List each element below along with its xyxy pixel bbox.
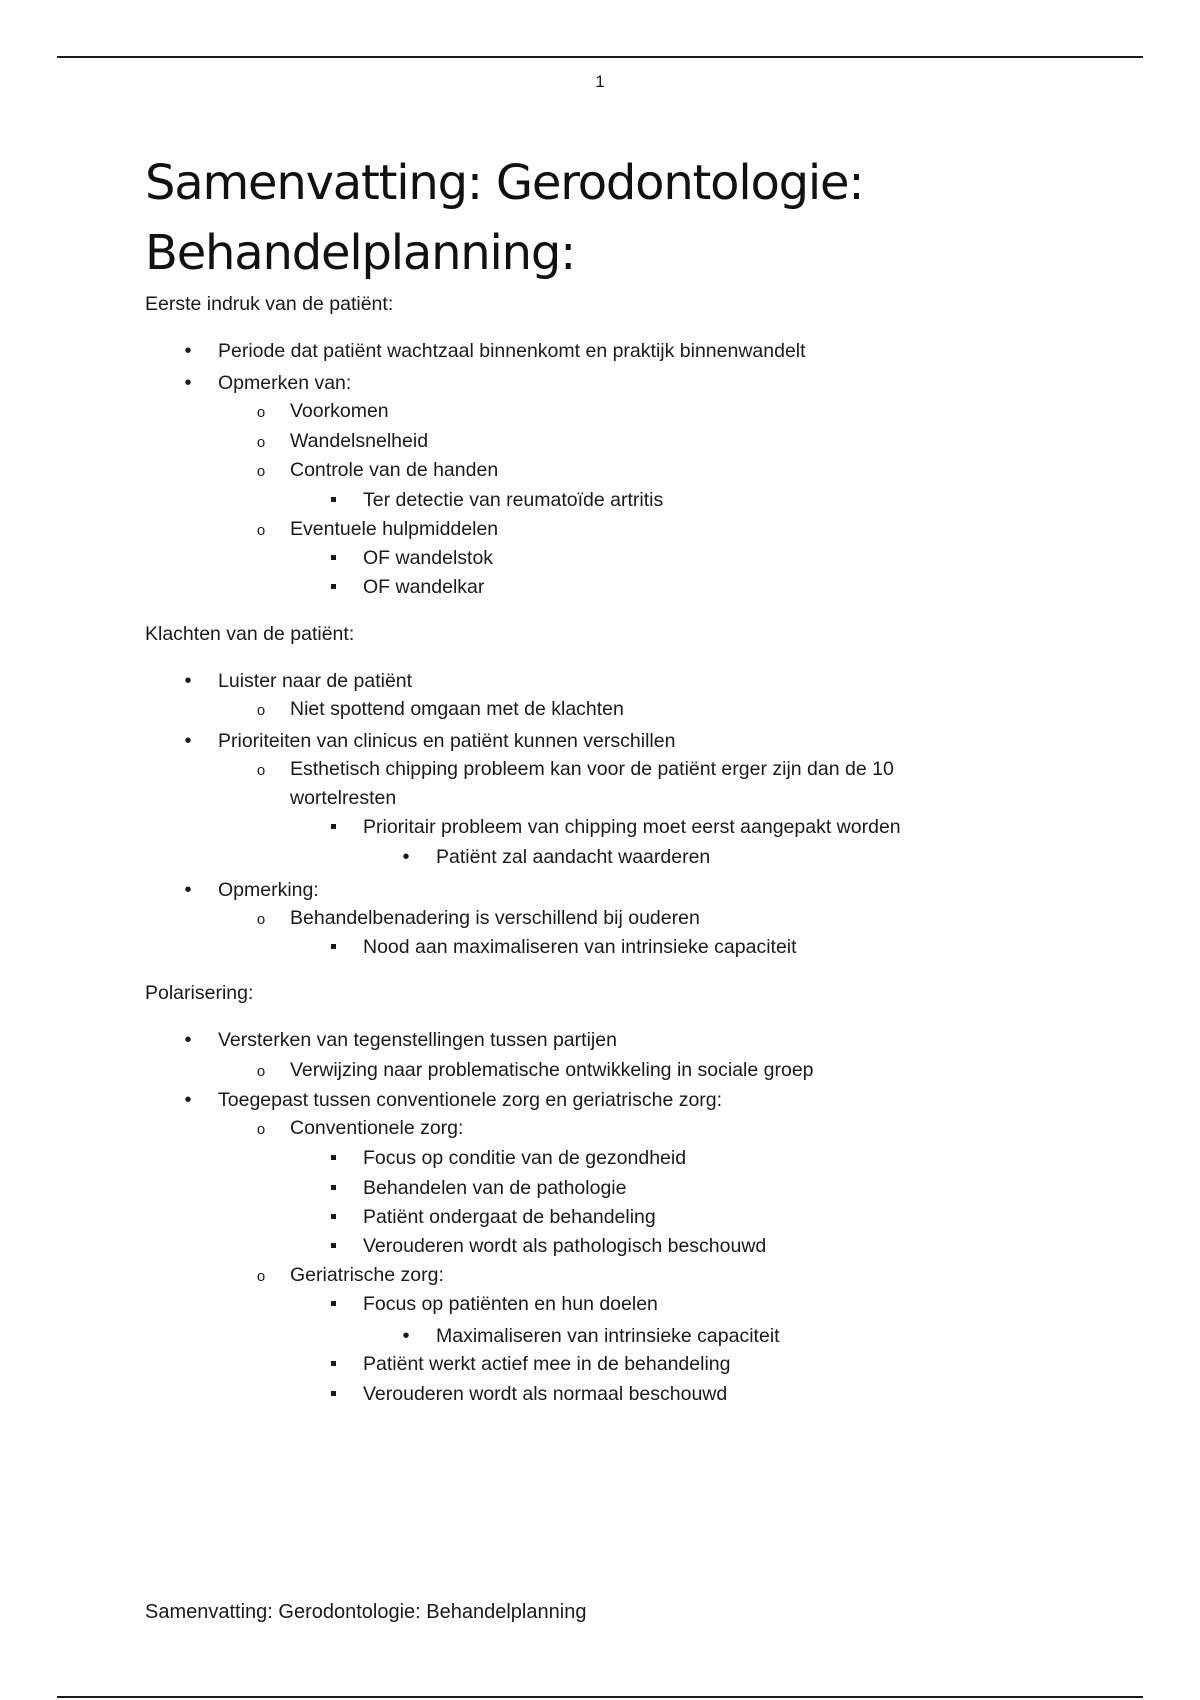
bullet-icon <box>323 1234 343 1258</box>
bullet-icon <box>251 1116 271 1142</box>
list-item: Ter detectie van reumatoïde artritis <box>363 489 664 511</box>
bullet-icon <box>251 906 271 932</box>
list-item: Voorkomen <box>290 400 389 422</box>
list-item: Controle van de handen <box>290 459 499 481</box>
bullet-icon <box>323 1292 343 1316</box>
bullet-icon <box>323 575 343 599</box>
list-item: Focus op patiënten en hun doelen <box>363 1293 658 1315</box>
page-number: 1 <box>595 72 605 91</box>
footer-rule <box>57 1696 1143 1698</box>
document-title: Samenvatting: Gerodontologie: Behandelplanning: <box>145 155 864 281</box>
bullet-icon <box>251 697 271 723</box>
list-item: Behandelen van de pathologie <box>363 1177 627 1199</box>
bullet-icon <box>251 1058 271 1084</box>
list-item: Esthetisch chipping probleem kan voor de patiënt erger zijn dan de 10 <box>290 758 894 780</box>
list-item: Prioritair probleem van chipping moet eerst aangepakt worden <box>363 816 901 838</box>
list-item: Conventionele zorg: <box>290 1117 464 1139</box>
list-item: Behandelbenadering is verschillend bij ouderen <box>290 907 700 929</box>
list-item: Maximaliseren van intrinsieke capaciteit <box>436 1325 780 1347</box>
bullet-icon <box>178 669 198 693</box>
bullet-icon <box>178 1088 198 1112</box>
bullet-icon <box>323 1352 343 1376</box>
bullet-icon <box>251 517 271 543</box>
bullet-icon <box>323 1205 343 1229</box>
list-item-continuation: wortelresten <box>290 787 397 809</box>
list-item: Verouderen wordt als pathologisch beschouwd <box>363 1235 767 1257</box>
list-item: Eventuele hulpmiddelen <box>290 518 499 540</box>
list-item: Periode dat patiënt wachtzaal binnenkomt en praktijk binnenwandelt <box>218 340 806 362</box>
bullet-icon <box>251 757 271 783</box>
list-item: Geriatrische zorg: <box>290 1264 444 1286</box>
list-item: Nood aan maximaliseren van intrinsieke capaciteit <box>363 936 797 958</box>
bullet-icon <box>178 371 198 395</box>
list-item: Prioriteiten van clinicus en patiënt kunnen verschillen <box>218 730 676 752</box>
bullet-icon <box>323 488 343 512</box>
header-rule <box>57 56 1143 58</box>
list-item: OF wandelkar <box>363 576 485 598</box>
list-item: Patiënt ondergaat de behandeling <box>363 1206 656 1228</box>
bullet-icon <box>396 1324 416 1348</box>
bullet-icon <box>251 429 271 455</box>
list-item: Toegepast tussen conventionele zorg en geriatrische zorg: <box>218 1089 723 1111</box>
page-footer: Samenvatting: Gerodontologie: Behandelplanning <box>145 1601 587 1623</box>
bullet-icon <box>178 339 198 363</box>
list-item: Verouderen wordt als normaal beschouwd <box>363 1383 728 1405</box>
list-item: OF wandelstok <box>363 547 494 569</box>
list-item: Versterken van tegenstellingen tussen partijen <box>218 1029 617 1051</box>
bullet-icon <box>178 1028 198 1052</box>
bullet-icon <box>323 546 343 570</box>
list-item: Opmerking: <box>218 879 319 901</box>
bullet-icon <box>251 1263 271 1289</box>
bullet-icon <box>323 1176 343 1200</box>
list-item: Luister naar de patiënt <box>218 670 413 692</box>
section-heading-polarisering: Polarisering: <box>145 982 254 1004</box>
bullet-icon <box>396 845 416 869</box>
list-item: Niet spottend omgaan met de klachten <box>290 698 624 720</box>
list-item: Wandelsnelheid <box>290 430 429 452</box>
section-heading-eerste-indruk: Eerste indruk van de patiënt: <box>145 293 394 315</box>
list-item: Verwijzing naar problematische ontwikkeling in sociale groep <box>290 1059 814 1081</box>
bullet-icon <box>251 458 271 484</box>
list-item: Opmerken van: <box>218 372 352 394</box>
bullet-icon <box>323 1382 343 1406</box>
list-item: Patiënt werkt actief mee in de behandeling <box>363 1353 731 1375</box>
list-item: Focus op conditie van de gezondheid <box>363 1147 687 1169</box>
bullet-icon <box>323 1146 343 1170</box>
bullet-icon <box>323 935 343 959</box>
bullet-icon <box>178 878 198 902</box>
bullet-icon <box>178 729 198 753</box>
list-item: Patiënt zal aandacht waarderen <box>436 846 711 868</box>
section-heading-klachten: Klachten van de patiënt: <box>145 623 355 645</box>
bullet-icon <box>251 399 271 425</box>
bullet-icon <box>323 815 343 839</box>
